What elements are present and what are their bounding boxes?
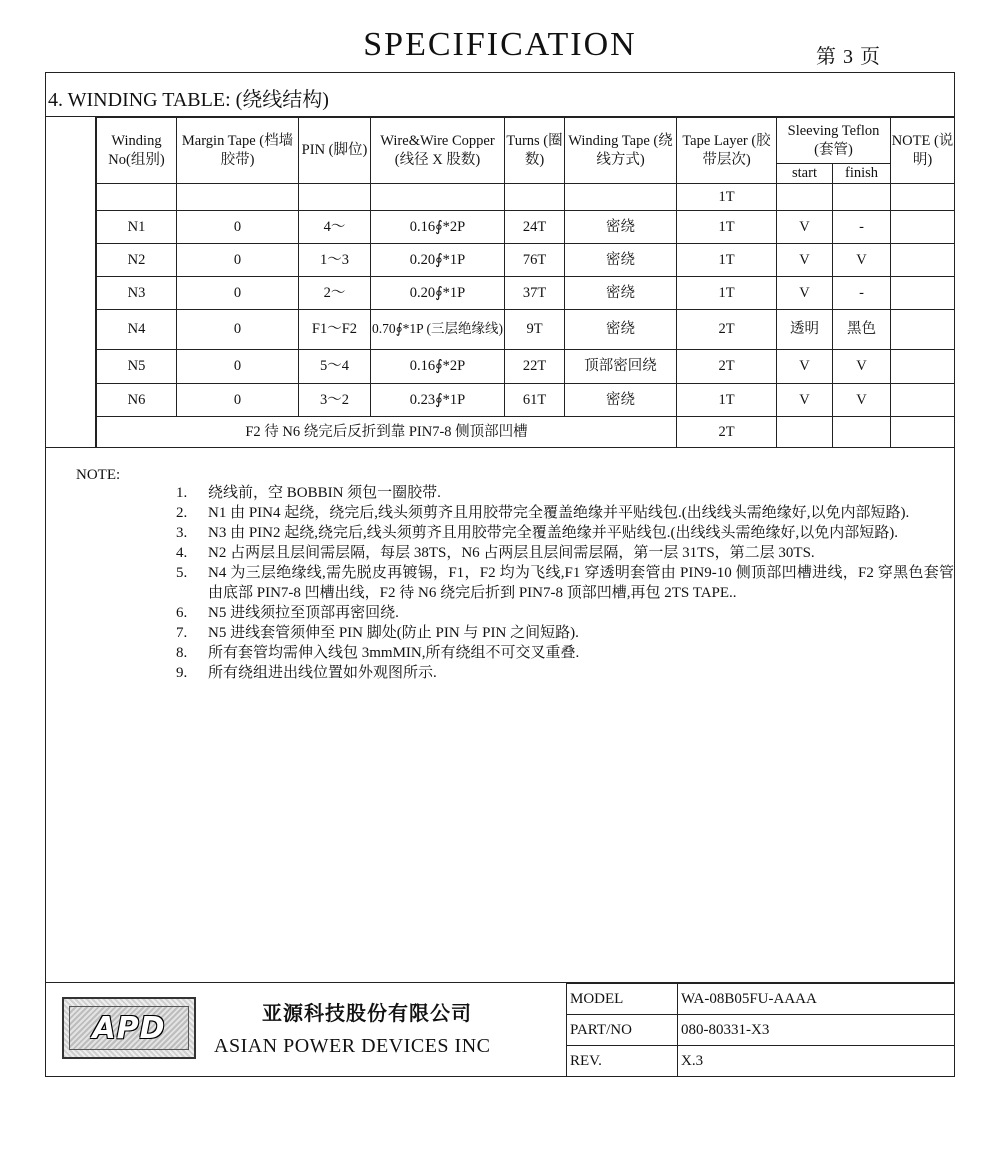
notes-label: NOTE: bbox=[76, 467, 121, 483]
table-row bbox=[97, 211, 955, 244]
cell-method: 顶部密回绕 bbox=[565, 350, 677, 384]
list-item bbox=[176, 503, 954, 523]
cell-wire: 0.20∮*1P bbox=[371, 244, 505, 277]
cell-start: 透明 bbox=[777, 310, 833, 350]
header-tape-layer: Tape Layer (胶带层次) bbox=[677, 118, 777, 184]
note-text: 所有套管均需伸入线包 3mmMIN,所有绕组不可交叉重叠. bbox=[208, 645, 580, 661]
cell-turns: 37T bbox=[505, 277, 565, 310]
note-number: 7. bbox=[176, 625, 188, 641]
cell-start: V bbox=[777, 384, 833, 417]
note-text: N1 由 PIN4 起绕，绕完后,线头须剪齐且用胶带完全覆盖绝缘并平贴线包.(出线线头需绝缘好,以免内部短路). bbox=[208, 505, 910, 521]
cell-wire: 0.16∮*2P bbox=[371, 211, 505, 244]
list-item bbox=[176, 663, 954, 683]
cell-winding: N3 bbox=[97, 277, 177, 310]
note-text: N5 进线须拉至顶部再密回绕. bbox=[208, 605, 399, 621]
note-number: 8. bbox=[176, 645, 188, 661]
note-number: 9. bbox=[176, 665, 188, 681]
cell-margin: 0 bbox=[177, 277, 299, 310]
header-finish: finish bbox=[833, 164, 891, 184]
cell-finish: - bbox=[833, 211, 891, 244]
cell-tape-layer: 2T bbox=[677, 417, 777, 448]
cell-tape-layer: 1T bbox=[677, 384, 777, 417]
table-row bbox=[97, 350, 955, 384]
cell-winding: N1 bbox=[97, 211, 177, 244]
list-item bbox=[176, 623, 954, 643]
document-info-table bbox=[566, 983, 955, 1077]
note-number: 2. bbox=[176, 505, 188, 521]
cell-finish: V bbox=[833, 244, 891, 277]
cell-winding: N4 bbox=[97, 310, 177, 350]
company-name-en: ASIAN POWER DEVICES INC bbox=[214, 1035, 491, 1057]
cell-pin: 2～ bbox=[299, 277, 371, 310]
cell-turns: 22T bbox=[505, 350, 565, 384]
list-item bbox=[176, 643, 954, 663]
cell-wire: 0.20∮*1P bbox=[371, 277, 505, 310]
cell-tape-layer: 1T bbox=[677, 277, 777, 310]
cell-start: V bbox=[777, 244, 833, 277]
cell-tape-layer: 1T bbox=[677, 244, 777, 277]
table-row bbox=[97, 417, 955, 448]
cell-method: 密绕 bbox=[565, 277, 677, 310]
header-start: start bbox=[777, 164, 833, 184]
cell-finish: V bbox=[833, 350, 891, 384]
table-row bbox=[97, 184, 955, 211]
cell-winding: N6 bbox=[97, 384, 177, 417]
list-item bbox=[176, 603, 954, 623]
header-pin: PIN (脚位) bbox=[299, 118, 371, 184]
page-number: 第 3 页 bbox=[816, 46, 881, 68]
table-row bbox=[97, 277, 955, 310]
company-name-cn: 亚源科技股份有限公司 bbox=[262, 1001, 472, 1025]
cell-wire: 0.70∮*1P (三层绝缘线) bbox=[371, 310, 505, 350]
header-wire: Wire&Wire Copper (线径 X 股数) bbox=[371, 118, 505, 184]
notes-list bbox=[176, 483, 954, 683]
cell-pin: 5～4 bbox=[299, 350, 371, 384]
part-label: PART/NO bbox=[567, 1015, 678, 1046]
cell-tape-layer: 2T bbox=[677, 350, 777, 384]
cell-method: 密绕 bbox=[565, 384, 677, 417]
logo-plate bbox=[69, 1006, 189, 1050]
cell-start: V bbox=[777, 211, 833, 244]
cell-turns: 61T bbox=[505, 384, 565, 417]
note-text: N4 为三层绝缘线,需先脱皮再镀锡，F1，F2 均为飞线,F1 穿透明套管由 PIN9-10 侧顶部凹槽进线，F2 穿黑色套管由底部 PIN7-8 凹槽出线，F2 待 N6 绕完后折到 PIN7-8 顶部凹槽,再包 2TS TAPE.. bbox=[208, 565, 954, 601]
cell-finish: V bbox=[833, 384, 891, 417]
title-block bbox=[46, 983, 954, 1077]
cell-margin: 0 bbox=[177, 350, 299, 384]
list-item bbox=[176, 483, 954, 503]
spec-frame bbox=[45, 72, 955, 1077]
cell-tape-layer: 1T bbox=[677, 184, 777, 211]
cell-turns: 24T bbox=[505, 211, 565, 244]
cell-method: 密绕 bbox=[565, 244, 677, 277]
table-row bbox=[97, 384, 955, 417]
note-number: 6. bbox=[176, 605, 188, 621]
model-value: WA-08B05FU-AAAA bbox=[678, 984, 955, 1015]
cell-margin: 0 bbox=[177, 384, 299, 417]
note-text: N2 占两层且层间需层隔，每层 38TS，N6 占两层且层间需层隔，第一层 31TS，第二层 30TS. bbox=[208, 545, 815, 561]
cell-turns: 9T bbox=[505, 310, 565, 350]
cell-start: V bbox=[777, 350, 833, 384]
part-value: 080-80331-X3 bbox=[678, 1015, 955, 1046]
cell-pin: F1～F2 bbox=[299, 310, 371, 350]
cell-start: V bbox=[777, 277, 833, 310]
cell-method: 密绕 bbox=[565, 310, 677, 350]
section-title: 4. WINDING TABLE: (绕线结构) bbox=[48, 89, 329, 111]
cell-tape-layer: 2T bbox=[677, 310, 777, 350]
cell-winding: N5 bbox=[97, 350, 177, 384]
list-item bbox=[176, 543, 954, 563]
cell-finish: - bbox=[833, 277, 891, 310]
note-number: 1. bbox=[176, 485, 188, 501]
cell-margin: 0 bbox=[177, 211, 299, 244]
cell-pin: 3～2 bbox=[299, 384, 371, 417]
cell-margin: 0 bbox=[177, 244, 299, 277]
page-title: SPECIFICATION bbox=[363, 26, 637, 63]
cell-pin: 4～ bbox=[299, 211, 371, 244]
list-item bbox=[176, 563, 954, 603]
header-margin-tape: Margin Tape (档墙胶带) bbox=[177, 118, 299, 184]
list-item bbox=[176, 523, 954, 543]
winding-table bbox=[96, 117, 955, 448]
cell-wire: 0.23∮*1P bbox=[371, 384, 505, 417]
header-winding: Winding No(组别) bbox=[97, 118, 177, 184]
header-note: NOTE (说明) bbox=[891, 118, 955, 184]
header-winding-tape: Winding Tape (绕线方式) bbox=[565, 118, 677, 184]
cell-pin: 1～3 bbox=[299, 244, 371, 277]
header-turns: Turns (圈数) bbox=[505, 118, 565, 184]
cell-winding: N2 bbox=[97, 244, 177, 277]
note-text: 绕线前，空 BOBBIN 须包一圈胶带. bbox=[208, 485, 441, 501]
table-row bbox=[97, 310, 955, 350]
note-number: 3. bbox=[176, 525, 188, 541]
note-text: N3 由 PIN2 起绕,绕完后,线头须剪齐且用胶带完全覆盖绝缘并平贴线包.(出线线头需绝缘好,以免内部短路). bbox=[208, 525, 898, 541]
table-row bbox=[97, 244, 955, 277]
cell-wire: 0.16∮*2P bbox=[371, 350, 505, 384]
cell-final-instruction: F2 待 N6 绕完后反折到靠 PIN7-8 侧顶部凹槽 bbox=[97, 417, 677, 448]
cell-finish: 黑色 bbox=[833, 310, 891, 350]
rev-value: X.3 bbox=[678, 1046, 955, 1077]
note-number: 4. bbox=[176, 545, 188, 561]
model-label: MODEL bbox=[567, 984, 678, 1015]
cell-method: 密绕 bbox=[565, 211, 677, 244]
rev-label: REV. bbox=[567, 1046, 678, 1077]
cell-margin: 0 bbox=[177, 310, 299, 350]
header-sleeving: Sleeving Teflon (套管) bbox=[777, 118, 891, 164]
note-text: 所有绕组进出线位置如外观图所示. bbox=[208, 665, 437, 681]
cell-turns: 76T bbox=[505, 244, 565, 277]
cell-tape-layer: 1T bbox=[677, 211, 777, 244]
company-logo bbox=[62, 997, 196, 1059]
note-number: 5. bbox=[176, 565, 188, 581]
note-text: N5 进线套管须伸至 PIN 脚处(防止 PIN 与 PIN 之间短路). bbox=[208, 625, 579, 641]
logo-text: APD bbox=[92, 1010, 166, 1046]
